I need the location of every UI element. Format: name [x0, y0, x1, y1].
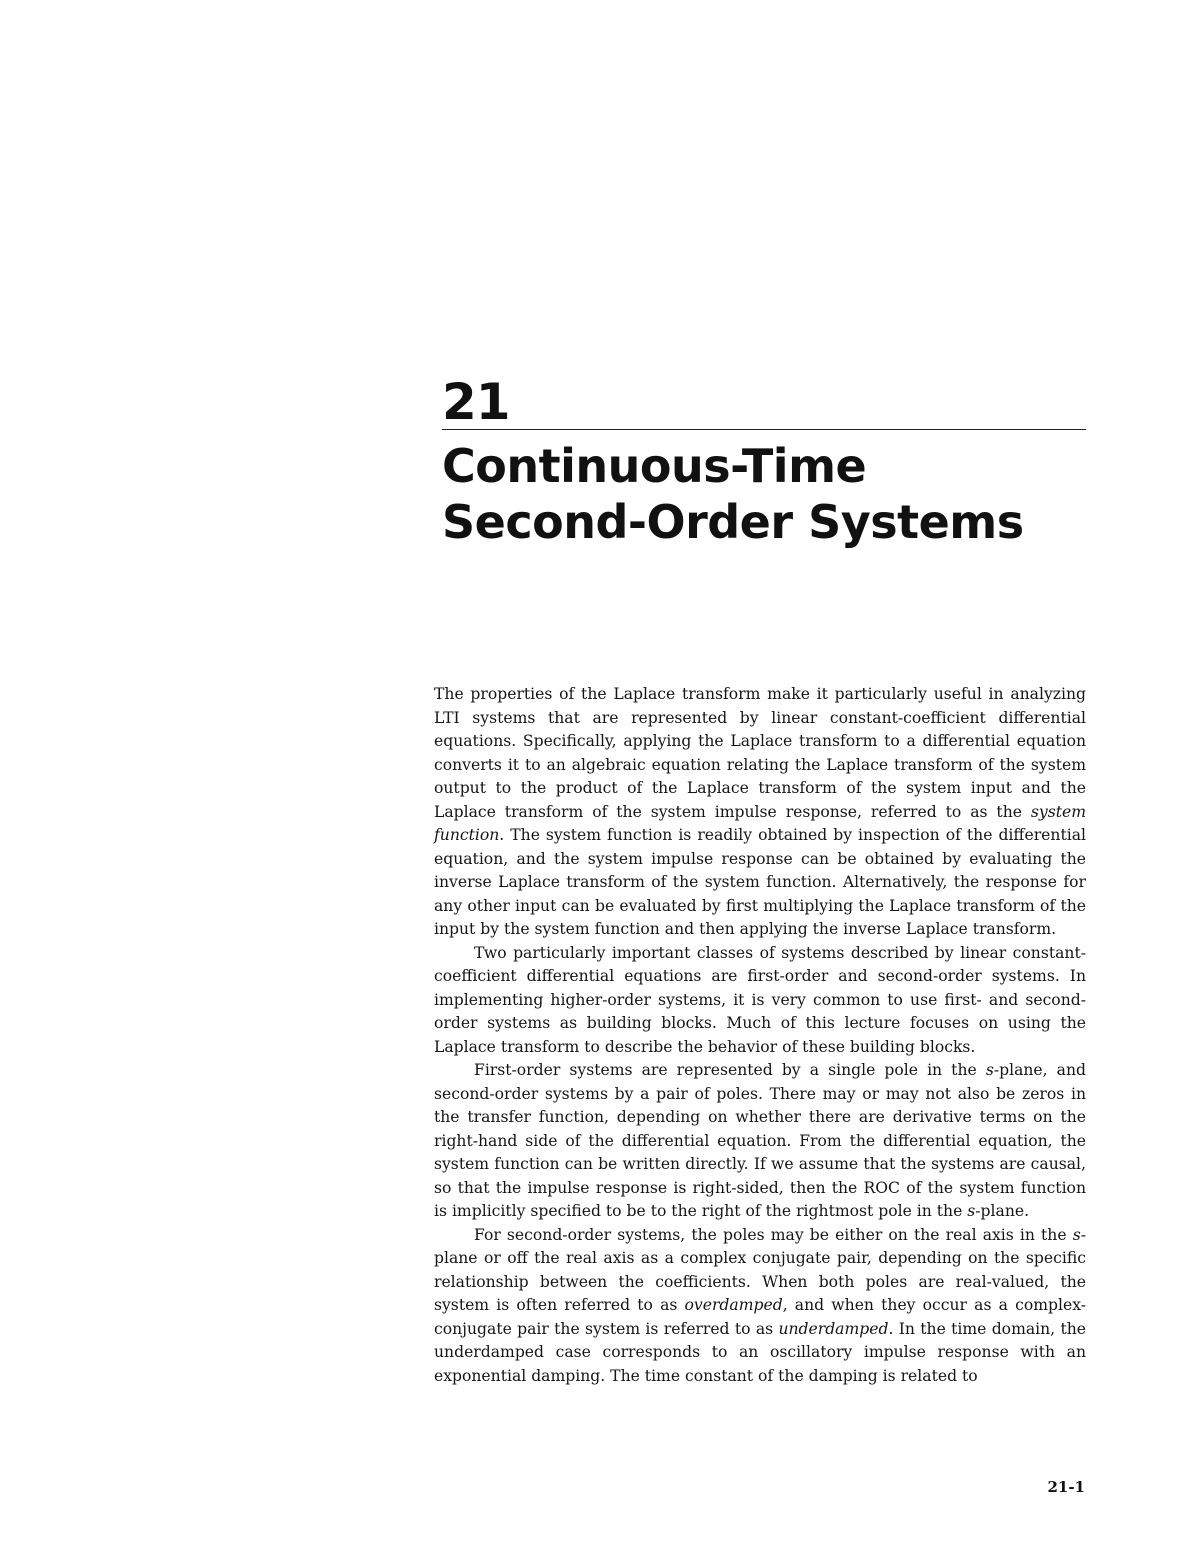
paragraph-3-text-c: -plane. — [975, 1202, 1030, 1220]
chapter-number: 21 — [442, 373, 510, 431]
body-text — [434, 683, 1086, 1388]
paragraph-2: Two particularly important classes of systems described by linear constant-coefficient differential equations are first-order and second-order systems. In implementing higher-order systems, it is very common to use first- and second-order systems as building blocks. Much of this lecture focuses on using the Laplace transform to describe the behavior of these building blocks. — [434, 943, 1086, 1056]
chapter-title-line-2: Second-Order Systems — [442, 495, 1024, 549]
paragraph-1-emphasis: system function — [434, 802, 1086, 844]
paragraph-3-text-a: First-order systems are represented by a single pole in the — [474, 1061, 986, 1079]
chapter-rule — [442, 429, 1086, 430]
paragraph-4-text-a: For second-order systems, the poles may be either on the real axis in the — [474, 1225, 1073, 1244]
paragraph-3-s-variable-1: s — [985, 1061, 994, 1079]
page-number: 21-1 — [1047, 1478, 1085, 1496]
paragraph-4-s-variable: s — [1072, 1225, 1081, 1244]
paragraph-4-emphasis-underdamped: underdamped — [778, 1319, 889, 1338]
paragraph-3 — [434, 1059, 1086, 1224]
paragraph-4-text-c: , and when they occur as a complex-conjugate pair the system is referred to as — [434, 1296, 1086, 1338]
paragraph-4-text-b: -plane or off the real axis as a complex conjugate pair, depending on the specific relationship between the coefficients. When both poles are real-valued, the system is often referred to as — [434, 1225, 1086, 1314]
paragraph-4-emphasis-overdamped: overdamped — [684, 1296, 783, 1314]
chapter-title — [442, 438, 1142, 550]
paragraph-4 — [434, 1224, 1086, 1389]
chapter-title-line-1: Continuous-Time — [442, 439, 867, 493]
paragraph-3-text-b: -plane, and second-order systems by a pair of poles. There may or may not also be zeros in the transfer function, depending on whether there are derivative terms on the right-hand side of the differential equation. From the differential equation, the system function can be written directly. If we assume that the systems are causal, so that the impulse response is right-sided, then the ROC of the system function is implicitly specified to be to the right of the rightmost pole in the — [434, 1061, 1086, 1220]
paragraph-1-text-b: . The system function is readily obtained by inspection of the differential equation, and the system impulse response can be obtained by evaluating the inverse Laplace transform of the system function. Alternatively, the response for any other input can be evaluated by first multiplying the Laplace transform of the input by the system function and then applying the inverse Laplace transform. — [434, 826, 1086, 938]
paragraph-1-text-a: The properties of the Laplace transform make it particularly useful in analyzing LTI systems that are represented by linear constant-coefficient differential equations. Specifically, applying the Laplace transform to a differential equation converts it to an algebraic equation relating the Laplace transform of the system output to the product of the Laplace transform of the system input and the Laplace transform of the system impulse response, referred to as the — [434, 685, 1086, 821]
paragraph-1 — [434, 683, 1086, 942]
paragraph-3-s-variable-2: s — [967, 1202, 976, 1220]
paragraph-4-text-d: . In the time domain, the underdamped case corresponds to an oscillatory impulse response with an exponential damping. The time constant of the damping is related to — [434, 1319, 1086, 1385]
